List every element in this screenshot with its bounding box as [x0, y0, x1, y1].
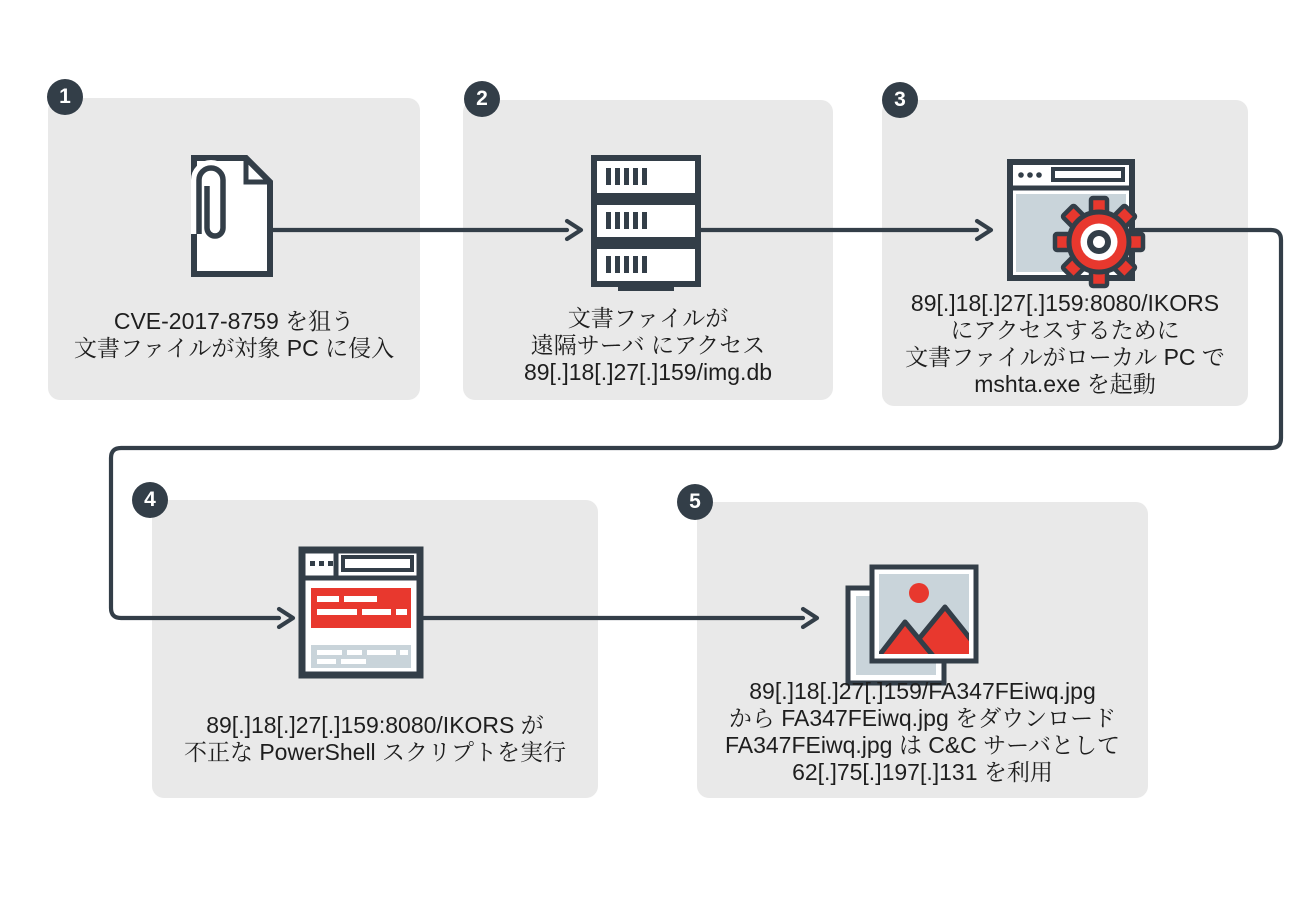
- step-1-badge: 1: [47, 79, 83, 115]
- browser-script-icon: [298, 546, 424, 679]
- step-4-badge: 4: [132, 482, 168, 518]
- sun-icon: [909, 583, 929, 603]
- caption-line: FA347FEiwq.jpg は C&C サーバとして: [724, 732, 1121, 758]
- caption-line: 62[.]75[.]197[.]131 を利用: [792, 759, 1053, 785]
- caption-line: 文書ファイルがローカル PC で: [905, 344, 1225, 370]
- caption-line: mshta.exe を起動: [974, 371, 1156, 397]
- caption-line: 89[.]18[.]27[.]159:8080/IKORS が: [206, 712, 544, 738]
- caption-line: 89[.]18[.]27[.]159/img.db: [523, 359, 773, 385]
- image-photos-icon: [842, 562, 982, 689]
- caption-line: から FA347FEiwq.jpg をダウンロード: [728, 705, 1117, 731]
- document-paperclip-icon: [176, 150, 278, 282]
- caption-line: 89[.]18[.]27[.]159:8080/IKORS: [910, 290, 1220, 316]
- step-3-badge: 3: [882, 82, 918, 118]
- step-2-badge: 2: [464, 81, 500, 117]
- caption-line: 文書ファイルが: [567, 305, 729, 331]
- browser-gear-icon: [1006, 158, 1152, 294]
- step-5-badge: 5: [677, 484, 713, 520]
- caption-line: 不正な PowerShell スクリプトを実行: [183, 739, 567, 765]
- caption-line: 遠隔サーバ にアクセス: [530, 332, 766, 358]
- caption-line: にアクセスするために: [950, 317, 1180, 343]
- caption-line: 文書ファイルが対象 PC に侵入: [73, 335, 395, 361]
- gear-icon: [1055, 198, 1143, 286]
- caption-line: 89[.]18[.]27[.]159/FA347FEiwq.jpg: [749, 678, 1096, 704]
- caption-line: CVE-2017-8759 を狙う: [113, 308, 355, 334]
- server-stack-icon: [586, 154, 706, 294]
